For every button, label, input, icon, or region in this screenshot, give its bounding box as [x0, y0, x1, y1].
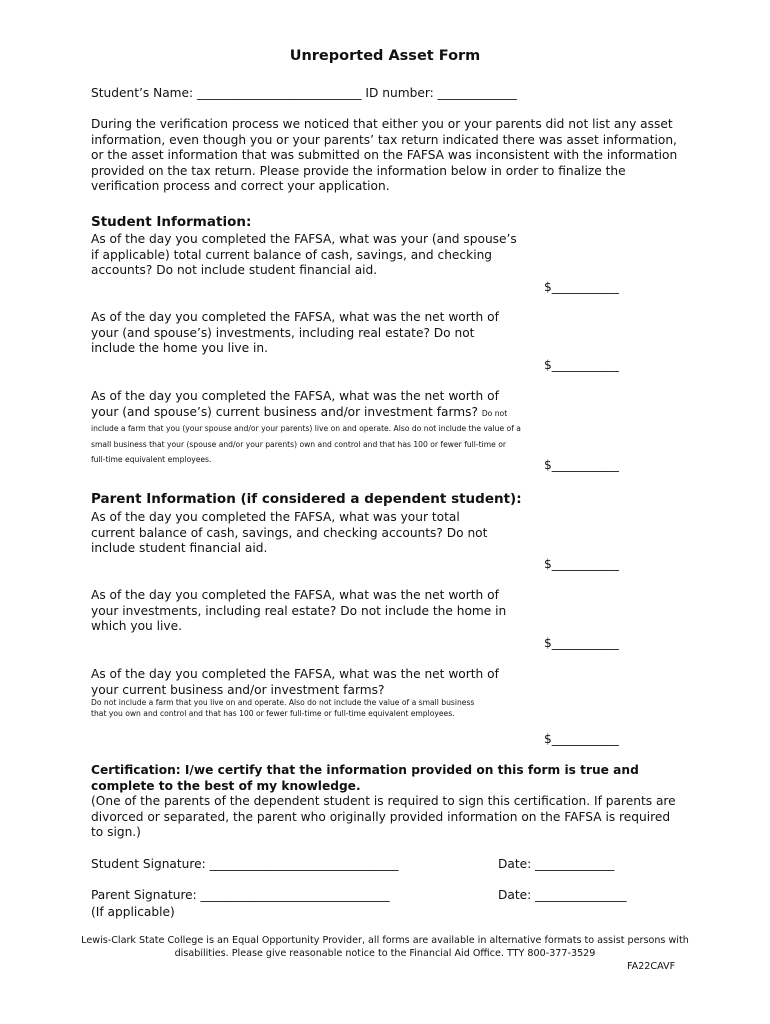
- certification-note: (One of the parents of the dependent student is required to sign this certification. If parents are divorced or separated, the parent who originally provided information on the FAFSA is required to sign.): [91, 794, 676, 840]
- student-q2-amount[interactable]: $___________: [544, 358, 619, 372]
- certification: [91, 763, 681, 841]
- student-info-heading: Student Information:: [91, 214, 252, 230]
- footer-notice: Lewis-Clark State College is an Equal Opportunity Provider, all forms are available in alternative formats to assist persons with disabilities. Please give reasonable notice to the Financial Aid Office. TTY 800-377-3529: [81, 935, 689, 959]
- parent-q1: As of the day you completed the FAFSA, what was your total current balance of cash, savings, and checking accounts? Do not include student financial aid.: [91, 510, 488, 556]
- parent-q2: As of the day you completed the FAFSA, what was the net worth of your investments, including real estate? Do not include the home in which you live.: [91, 588, 507, 634]
- parent-q2-amount[interactable]: $___________: [544, 636, 619, 650]
- student-q3: [91, 389, 521, 467]
- student-q1-amount[interactable]: $___________: [544, 280, 619, 294]
- student-q1: As of the day you completed the FAFSA, what was your (and spouse’s if applicable) total current balance of cash, savings, and checking accounts? Do not include student financial aid.: [91, 232, 517, 278]
- parent-signature-line[interactable]: Parent Signature: _______________________________: [91, 888, 390, 902]
- student-q3-fine: Do not include a farm that you (your spouse and/or your parents) live on and operate. Also do not include the value of a small business that your (spouse and/or your parents) own and control and that has 100 or fewer full-time or full-time equivalent employees.: [91, 408, 521, 465]
- student-signature-line[interactable]: Student Signature: _______________________________: [91, 857, 399, 871]
- parent-q3-fine: Do not include a farm that you live on and operate. Also do not include the value of a small business that you own and control and that has 100 or fewer full-time or full-time equivalent employees.: [91, 698, 475, 718]
- parent-q3-main: As of the day you completed the FAFSA, what was the net worth of your current business and/or investment farms?: [91, 667, 499, 697]
- parent-q1-amount[interactable]: $___________: [544, 557, 619, 571]
- student-name-id-line[interactable]: Student’s Name: ___________________________ ID number: _____________: [91, 86, 517, 100]
- certification-statement: Certification: I/we certify that the information provided on this form is true and complete to the best of my knowledge.: [91, 763, 639, 793]
- parent-q3: [91, 667, 521, 719]
- student-q2: As of the day you completed the FAFSA, what was the net worth of your (and spouse’s) investments, including real estate? Do not include the home you live in.: [91, 310, 499, 356]
- intro-paragraph: During the verification process we noticed that either you or your parents did not list any asset information, even though you or your parents’ tax return indicated there was asset information, or the asset information that was submitted on the FAFSA was inconsistent with the information provided on the tax return. Please provide the information below in order to finalize the verification process and correct your application.: [91, 117, 678, 194]
- student-date-line[interactable]: Date: _____________: [498, 857, 615, 871]
- student-q3-amount[interactable]: $___________: [544, 458, 619, 472]
- form-title: Unreported Asset Form: [289, 48, 481, 64]
- parent-info-heading: Parent Information (if considered a dependent student):: [91, 491, 522, 507]
- parent-date-line[interactable]: Date: _______________: [498, 888, 627, 902]
- parent-q3-amount[interactable]: $___________: [544, 732, 619, 746]
- student-q3-main: As of the day you completed the FAFSA, what was the net worth of your (and spouse’s) current business and/or investment farms?: [91, 389, 499, 419]
- form-code: FA22CAVF: [627, 961, 676, 972]
- parent-signature-note: (If applicable): [91, 905, 175, 919]
